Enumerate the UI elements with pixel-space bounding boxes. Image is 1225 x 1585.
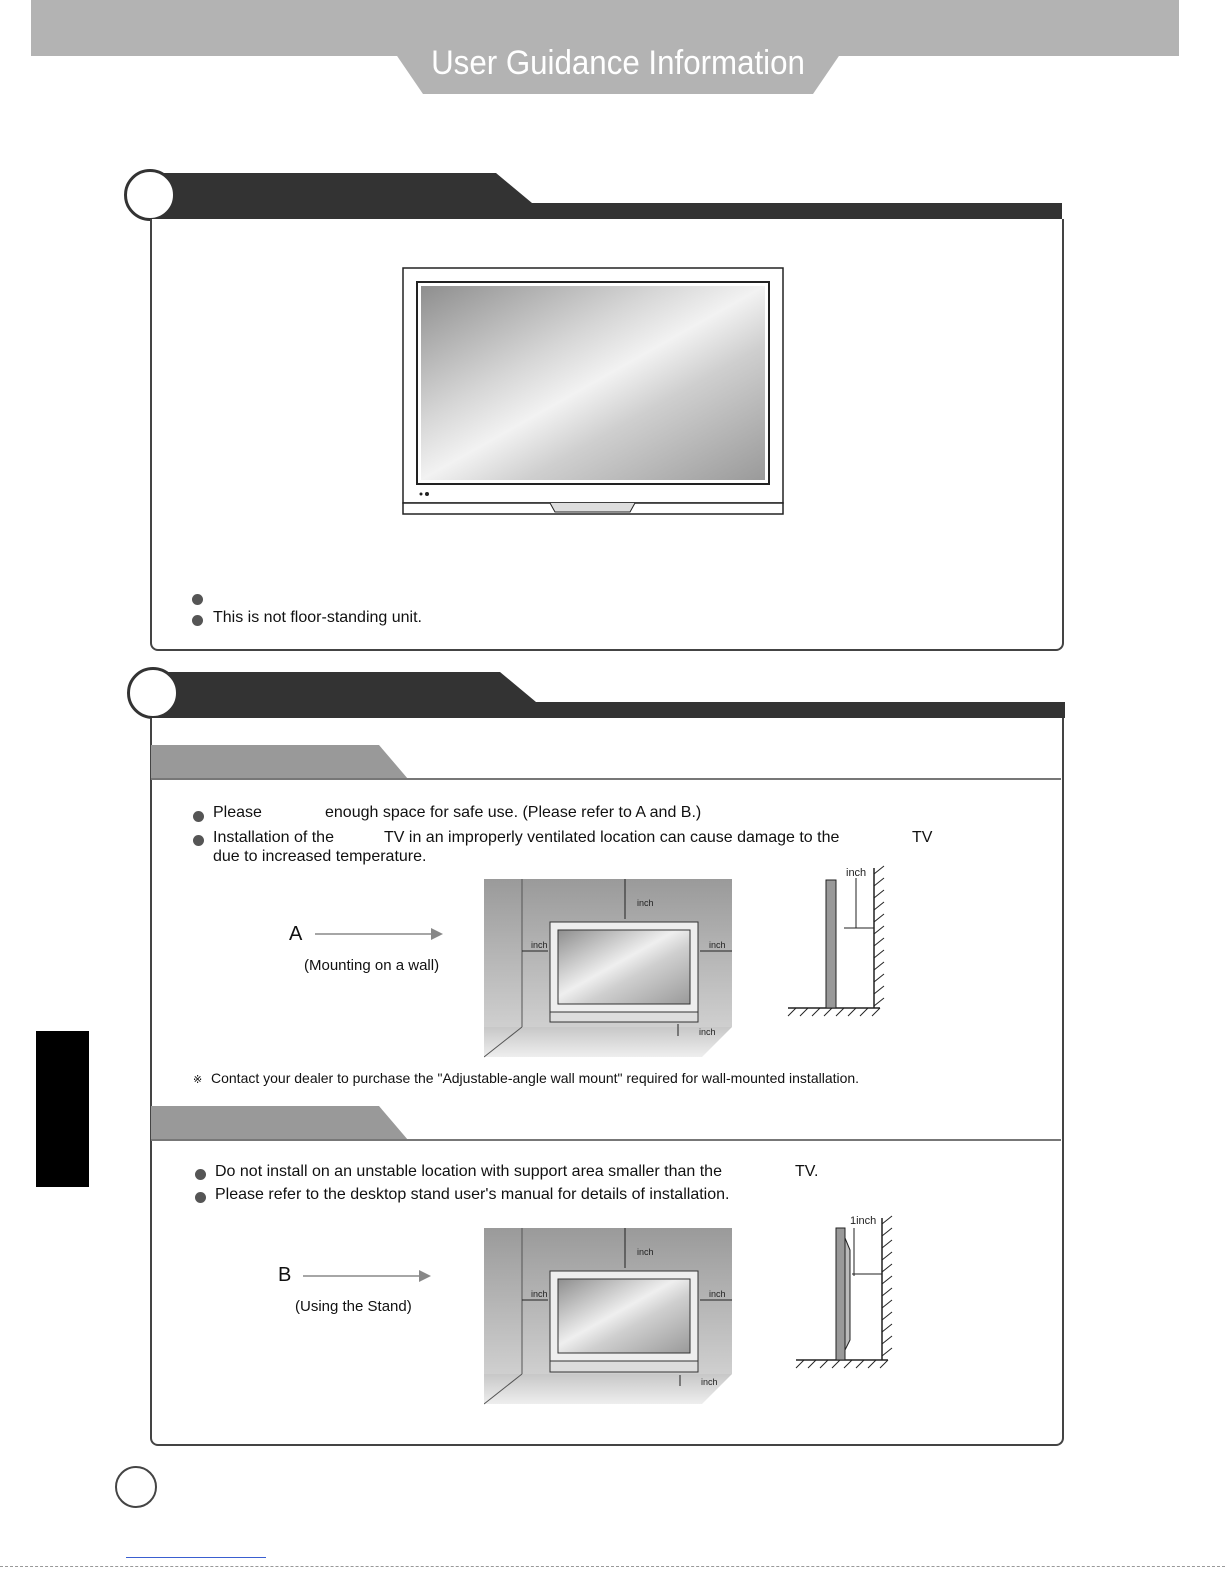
stand-bullet-1-a: Do not install on an unstable location with support area smaller than the xyxy=(215,1163,722,1180)
stand-side-view xyxy=(790,1210,900,1372)
wall-bullet-2-a: Installation of the xyxy=(213,829,334,846)
wall-bullet-2-line2: due to increased temperature. xyxy=(213,848,427,865)
section1-header-bar xyxy=(124,172,1064,222)
subsection-stand-tab xyxy=(151,1106,1061,1142)
section1-number-circle xyxy=(124,169,176,221)
stand-bullet-2-dot xyxy=(195,1192,206,1203)
label-b-caption: (Using the Stand) xyxy=(295,1298,412,1315)
stand-dim-right: inch xyxy=(709,1289,726,1299)
label-a-caption: (Mounting on a wall) xyxy=(304,957,440,974)
subsection-wall-tab xyxy=(151,745,1061,781)
label-a-arrow xyxy=(315,927,445,941)
wall-bullet-1-b: enough space for safe use. (Please refer to A and B.) xyxy=(325,804,702,821)
footer-link-underline xyxy=(126,1557,266,1558)
section1-bullet-2-dot xyxy=(192,615,203,626)
wall-bullet-2-dot xyxy=(193,835,204,846)
wall-dim-bottom: inch xyxy=(699,1027,716,1037)
stand-bullet-1-b: TV. xyxy=(795,1163,819,1180)
page-number-circle xyxy=(115,1466,157,1508)
section2-number-circle xyxy=(127,667,179,719)
section2-header-bar xyxy=(128,671,1066,721)
stand-dim-left: inch xyxy=(531,1289,548,1299)
wall-bullet-2-c: TV xyxy=(912,829,933,846)
section1-bullet-1-dot xyxy=(192,594,203,605)
wall-dim-left: inch xyxy=(531,940,548,950)
label-b-letter: B xyxy=(278,1264,292,1286)
wall-bullet-2-b: TV in an improperly ventilated location can cause damage to the xyxy=(384,829,840,846)
stand-bullet-1-dot xyxy=(195,1169,206,1180)
section2-header xyxy=(128,671,1066,721)
stand-side-dim: 1inch xyxy=(850,1215,877,1227)
section1-bullet-2-text: This is not floor-standing unit. xyxy=(213,609,422,626)
label-a-letter: A xyxy=(289,923,303,945)
wall-bullet-1-a: Please xyxy=(213,804,262,821)
chapter-side-tab xyxy=(36,1031,89,1187)
wall-note-text: Contact your dealer to purchase the "Adjustable-angle wall mount" required for wall-mounted installation. xyxy=(211,1070,860,1086)
section1-header xyxy=(124,172,1064,222)
wall-dim-right: inch xyxy=(709,940,726,950)
tv-illustration xyxy=(400,265,786,517)
stand-bullet-2-text: Please refer to the desktop stand user's manual for details of installation. xyxy=(215,1186,730,1203)
wall-side-dim: inch xyxy=(846,867,867,879)
stand-figure xyxy=(484,1228,736,1408)
wall-side-view xyxy=(782,862,892,1022)
wall-note-symbol: ※ xyxy=(193,1074,203,1086)
wall-dim-top: inch xyxy=(637,898,654,908)
footer-dashed-line xyxy=(0,1566,1225,1567)
stand-dim-bottom: inch xyxy=(701,1377,718,1387)
page-title: User Guidance Information xyxy=(431,44,805,82)
label-b-arrow xyxy=(303,1269,433,1283)
wall-bullet-1-dot xyxy=(193,811,204,822)
stand-dim-top: inch xyxy=(637,1247,654,1257)
